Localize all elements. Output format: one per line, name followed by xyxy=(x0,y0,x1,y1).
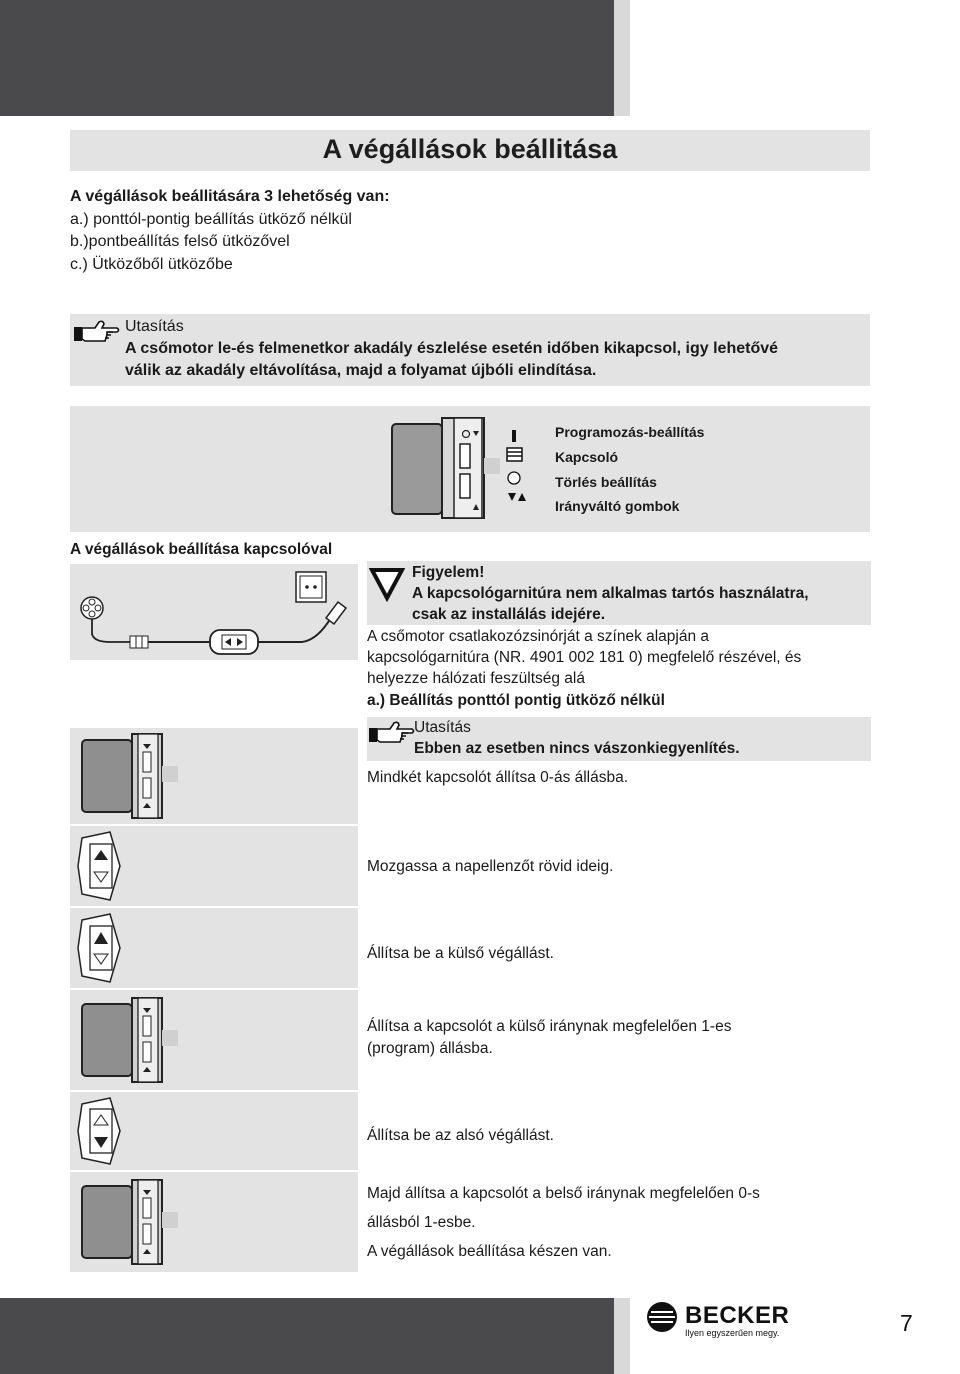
becker-logo-icon xyxy=(645,1300,679,1334)
switch-hand-step-5 xyxy=(70,1092,358,1170)
brand-name: BECKER xyxy=(685,1302,790,1329)
motor-head-step-1 xyxy=(70,728,358,824)
legend-item: Törlés beállítás xyxy=(555,473,657,490)
intro-option: a.) ponttól-pontig beállítás ütköző nélkül xyxy=(70,210,352,228)
instruction-line: válik az akadály eltávolítása, majd a folyamat újbóli elindítása. xyxy=(125,362,597,379)
step-text: A végállások beállítása készen van. xyxy=(367,1243,612,1260)
switch-hand-step-3 xyxy=(70,908,358,988)
text-line: A csőmotor csatlakozózsinórját a színek alapján a xyxy=(367,628,710,645)
header-band xyxy=(0,0,614,116)
switch-hand-step-2 xyxy=(70,826,358,906)
instruction-line: A csőmotor le-és felmenetkor akadály észlelése esetén időben kikapcsol, igy lehetővé xyxy=(125,340,779,357)
page-number: 7 xyxy=(900,1310,913,1336)
warning-text xyxy=(412,562,872,625)
warning-line: Figyelem! xyxy=(412,564,485,581)
warning-line: csak az installálás idejére. xyxy=(412,606,606,623)
subsection-heading: a.) Beállítás ponttól pontig ütköző nélkül xyxy=(367,692,665,709)
step-text: Mozgassa a napellenzőt rövid ideig. xyxy=(367,858,614,875)
intro-block xyxy=(70,186,390,276)
step-text: Állítsa a kapcsolót a külső iránynak megfelelően 1-es xyxy=(367,1018,732,1035)
instruction-line: Ebben az esetben nincs vászonkiegyenlítés. xyxy=(414,740,740,757)
pointing-hand-icon xyxy=(73,318,121,344)
legend-item: Programozás-beállítás xyxy=(555,424,705,440)
motor-head-step-4 xyxy=(70,990,358,1090)
instruction-text xyxy=(125,316,870,382)
warning-triangle-icon xyxy=(369,566,405,602)
legend-item: Irányváltó gombok xyxy=(555,498,680,515)
step-text: Állítsa be a külső végállást. xyxy=(367,945,554,962)
footer-band-gap xyxy=(614,1298,630,1374)
section-label: A végállások beállítása kapcsolóval xyxy=(70,541,333,558)
text-line: kapcsológarnitúra (NR. 4901 002 181 0) megfelelő részével, és xyxy=(367,649,802,666)
brand-tagline: Ilyen egyszerűen megy. xyxy=(685,1328,780,1338)
connection-text xyxy=(367,626,872,689)
step-text: Majd állítsa a kapcsolót a belső iránynak megfelelően 0-s xyxy=(367,1185,760,1202)
page-title: A végállások beállitása xyxy=(322,134,618,164)
pointing-hand-icon xyxy=(368,719,416,745)
intro-heading: A végállások beállitására 3 lehetőség van: xyxy=(70,188,390,205)
header-band-gap xyxy=(614,0,630,116)
instruction-heading: Utasítás xyxy=(414,719,471,736)
legend xyxy=(555,420,704,519)
motor-head-step-6 xyxy=(70,1172,358,1272)
motor-head-diagram xyxy=(388,414,548,524)
step-text: Mindkét kapcsolót állítsa 0-ás állásba. xyxy=(367,769,629,786)
step-text: Állítsa be az alsó végállást. xyxy=(367,1127,554,1144)
legend-item: Kapcsoló xyxy=(555,448,619,465)
step-text: (program) állásba. xyxy=(367,1040,493,1057)
instruction-heading: Utasítás xyxy=(125,318,184,335)
intro-option: b.)pontbeállítás felső ütközővel xyxy=(70,233,290,250)
text-line: helyezze hálózati feszültség alá xyxy=(367,670,585,687)
step-text: állásból 1-esbe. xyxy=(367,1214,476,1231)
instruction-text-2 xyxy=(414,717,740,759)
warning-line: A kapcsológarnitúra nem alkalmas tartós használatra, xyxy=(412,585,809,602)
intro-option: c.) Ütközőből ütközőbe xyxy=(70,255,233,273)
switch-set-wiring-diagram xyxy=(70,564,358,660)
footer-band xyxy=(0,1298,614,1374)
